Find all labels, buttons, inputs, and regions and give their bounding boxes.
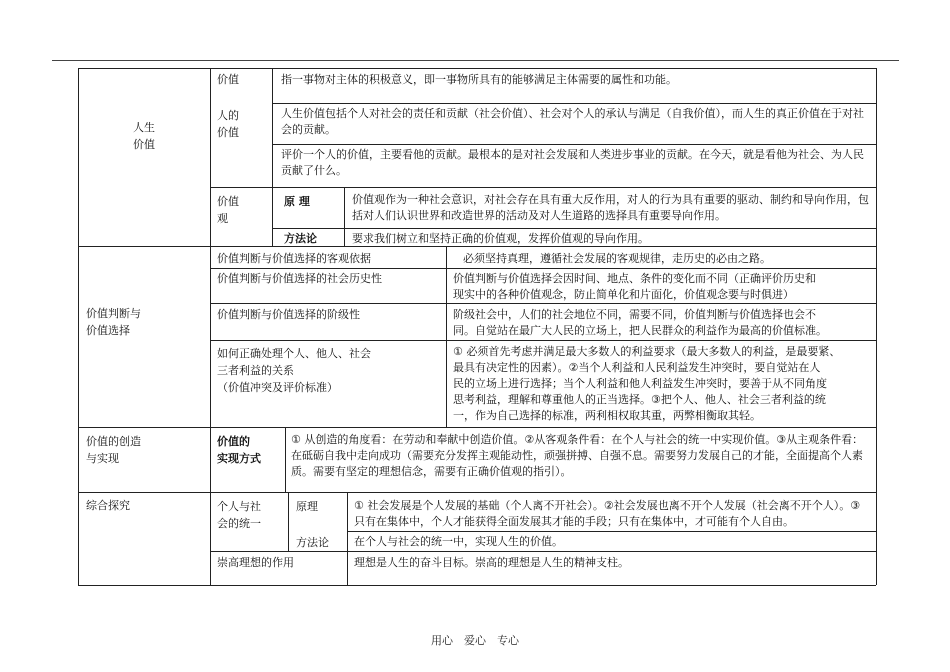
header-rule	[52, 60, 899, 61]
life-value-label: 人的 价值	[217, 109, 239, 139]
grid-line	[347, 531, 876, 532]
unity-method-label: 方法论	[296, 536, 329, 549]
grid-line	[876, 68, 877, 585]
value-view-principle-text: 价值观作为一种社会意识，对社会存在具有重大反作用，对人的行为具有重要的驱动、制约和导向作用，包括对人们认识世界和改造世界的活动及对人生道路的选择具有重要导向作用。	[352, 193, 869, 222]
grid-line	[347, 492, 348, 585]
life-value-text-2: 评价一个人的价值，主要看他的贡献。最根本的是对社会发展和人类进步事业的贡献。在今天，就是看他为社会、为人民贡献了什么。	[281, 148, 864, 177]
section-comprehensive-label: 综合探究	[86, 499, 130, 512]
grid-line	[210, 187, 876, 188]
realization-methods-text: ① 从创造的角度看：在劳动和奉献中创造价值。②从客观条件看：在个人与社会的统一中实现价值。③从主观条件看：在砥砺自我中走向成功（需要充分发挥主观能动性，顽强拼搏、自强不息。需要努力发展自己的才能，全面提高个人素质。需要有坚定的理想信念，需要有正确价值观的指引）。	[291, 433, 864, 478]
judgment-row-3-text: 阶级社会中，人们的社会地位不同，需要不同，价值判断与价值选择也会不 同。自觉站在最广大人民的立场上，把人民群众的利益作为最高的价值标准。	[453, 308, 827, 337]
grid-line	[78, 585, 876, 586]
grid-line	[272, 144, 876, 145]
section-judgment-label: 价值判断与 价值选择	[86, 307, 141, 337]
grid-line	[272, 68, 273, 246]
value-view-method-label: 方法论	[284, 232, 317, 245]
section-life-value-label: 人生 价值	[133, 121, 155, 151]
grid-line	[285, 427, 286, 492]
grid-line	[344, 187, 345, 246]
judgment-row-1-label: 价值判断与价值选择的客观依据	[217, 252, 371, 265]
page-footer: 用心 爱心 专心	[431, 634, 519, 647]
grid-line	[78, 427, 876, 428]
judgment-row-2-label: 价值判断与价值选择的社会历史性	[217, 272, 382, 285]
ideal-role-label: 崇高理想的作用	[217, 556, 294, 569]
judgment-row-2-text: 价值判断与价值选择会因时间、地点、条件的变化而不同（正确评价历史和 现实中的各种价值观念，防止简单化和片面化，价值观念要与时俱进）	[453, 272, 816, 301]
realization-methods-label: 价值的 实现方式	[217, 435, 261, 465]
unity-principle-label: 原理	[296, 500, 318, 513]
value-view-principle-label: 原 理	[284, 195, 310, 208]
grid-line	[78, 68, 876, 69]
judgment-row-4-text: ① 必须首先考虑并满足最大多数人的利益要求（最大多数人的利益，是最要紧、 最具有决定性的因素）。②当个人利益和人民利益发生冲突时，要自觉站在人 民的立场上进行选择；当个人利益和他人利益发生冲突时，要善于从不同角度 思考利益，理解和尊重他人的正当选择。③把个人、他人、社会三者利益的统 一，作为自己选择的标准，两利相权取其重，两弊相衡取其轻。	[453, 345, 841, 422]
grid-line	[272, 103, 876, 104]
grid-line	[446, 246, 447, 427]
section-creation-label: 价值的创造 与实现	[86, 435, 141, 465]
judgment-row-4-label: 如何正确处理个人、他人、社会 三者利益的关系 （价值冲突及评价标准）	[217, 347, 371, 394]
grid-line	[210, 268, 876, 269]
unity-principle-text: ① 社会发展是个人发展的基础（个人离不开社会）。②社会发展也离不开个人发展（社会离不开个人）。③只有在集体中，个人才能获得全面发展其才能的手段；只有在集体中，才可能有个人自由。	[354, 499, 861, 528]
unity-label: 个人与社 会的统一	[217, 500, 261, 530]
grid-line	[210, 68, 211, 585]
value-view-label: 价值 观	[217, 195, 239, 225]
judgment-row-3-label: 价值判断与价值选择的阶级性	[217, 308, 360, 321]
life-value-text-1: 人生价值包括个人对社会的责任和贡献（社会价值）、社会对个人的承认与满足（自我价值），而人生的真正价值在于对社会的贡献。	[281, 107, 864, 136]
value-definition: 指一事物对主体的积极意义，即一事物所具有的能够满足主体需要的属性和功能。	[281, 73, 677, 86]
grid-line	[78, 492, 876, 493]
ideal-role-text: 理想是人生的奋斗目标。崇高的理想是人生的精神支柱。	[354, 556, 629, 569]
grid-line	[288, 492, 289, 551]
judgment-row-1-text: 必须坚持真理，遵循社会发展的客观规律，走历史的必由之路。	[463, 252, 771, 265]
grid-line	[210, 340, 876, 341]
value-label: 价值	[217, 73, 239, 86]
value-view-method-text: 要求我们树立和坚持正确的价值观，发挥价值观的导向作用。	[352, 232, 649, 245]
unity-method-text: 在个人与社会的统一中，实现人生的价值。	[354, 535, 563, 548]
